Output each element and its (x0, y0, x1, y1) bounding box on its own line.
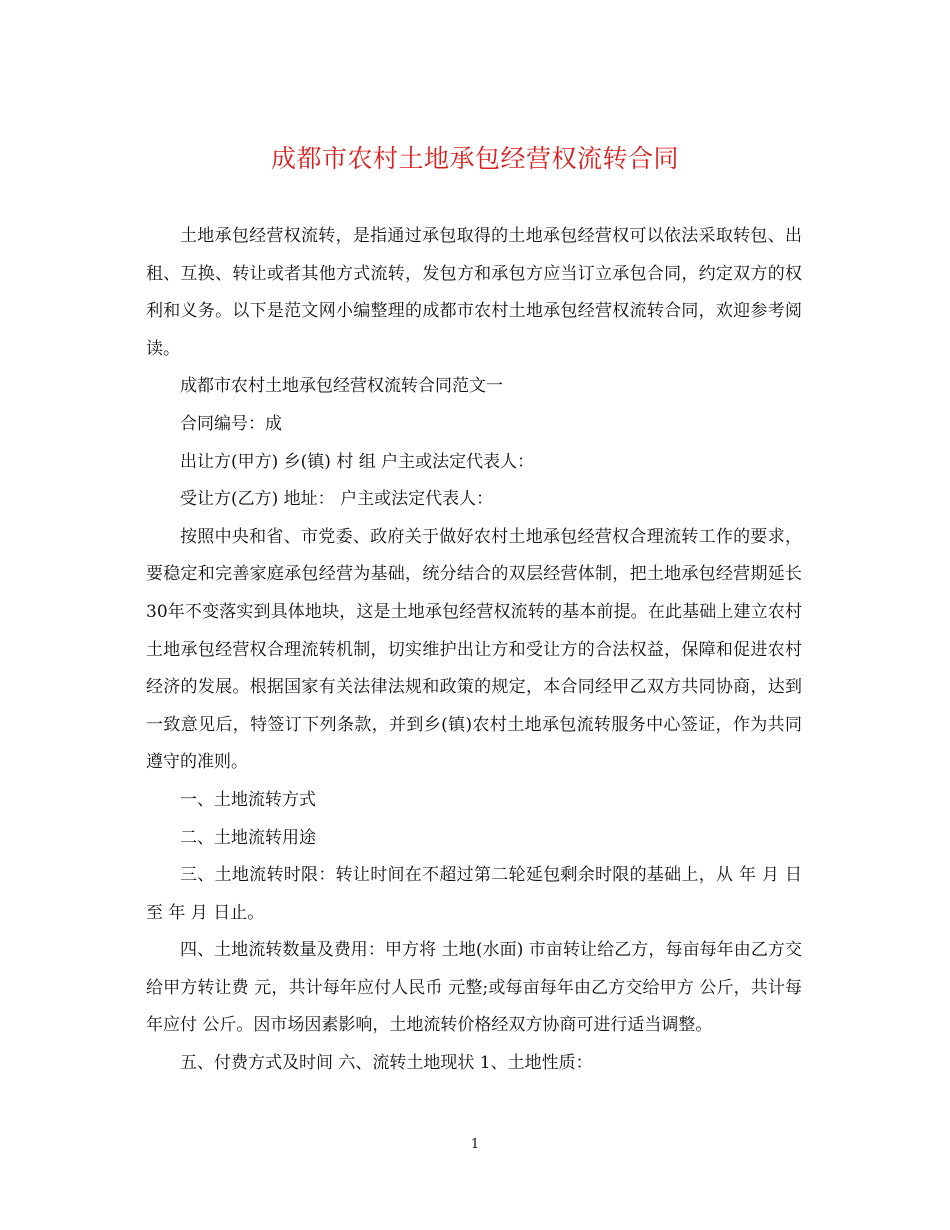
document-title: 成都市农村土地承包经营权流转合同 (270, 144, 679, 173)
contract-number-line: 合同编号：成 (180, 413, 282, 434)
intro-paragraph: 土地承包经营权流转，是指通过承包取得的土地承包经营权可以依法采取转包、出租、互换、转让或者其他方式流转，发包方和承包方应当订立承包合同，约定双方的权利和义务。以下是范文网小编整理的成都市农村土地承包经营权流转合同，欢迎参考阅读。 (146, 226, 802, 359)
party-a-line: 出让方(甲方) 乡(镇) 村 组 户主或法定代表人： (180, 451, 535, 472)
preamble-paragraph: 按照中央和省、市党委、政府关于做好农村土地承包经营权合理流转工作的要求，要稳定和完善家庭承包经营为基础，统分结合的双层经营体制，把土地承包经营期延长30年不变落实到具体地块，这是土地承包经营权流转的基本前提。在此基础上建立农村土地承包经营权合理流转机制，切实维护出让方和受让方的合法权益，保障和促进农村经济的发展。根据国家有关法律法规和政策的规定，本合同经甲乙双方共同协商，达到一致意见后，特签订下列条款，并到乡(镇)农村土地承包流转服务中心签证，作为共同遵守的准则。 (146, 526, 802, 773)
sample-heading: 成都市农村土地承包经营权流转合同范文一 (180, 376, 503, 397)
clause-4: 四、土地流转数量及费用：甲方将 土地(水面) 市亩转让给乙方，每亩每年由乙方交给甲方转让费 元，共计每年应付人民币 元整;或每亩每年由乙方交给甲方 公斤，共计每年应付 公斤。因市场因素影响，土地流转价格经双方协商可进行适当调整。 (146, 940, 802, 1036)
party-b-line: 受让方(乙方) 地址： 户主或法定代表人： (180, 489, 494, 510)
clause-5-6: 五、付费方式及时间 六、流转土地现状 1、土地性质： (180, 1053, 593, 1074)
document-body (146, 218, 802, 1083)
clause-1: 一、土地流转方式 (180, 789, 316, 810)
clause-3: 三、土地流转时限：转让时间在不超过第二轮延包剩余时限的基础上，从 年 月 日至 年 月 日止。 (146, 865, 802, 923)
page-number: 1 (470, 1137, 480, 1152)
clause-2: 二、土地流转用途 (180, 827, 316, 848)
